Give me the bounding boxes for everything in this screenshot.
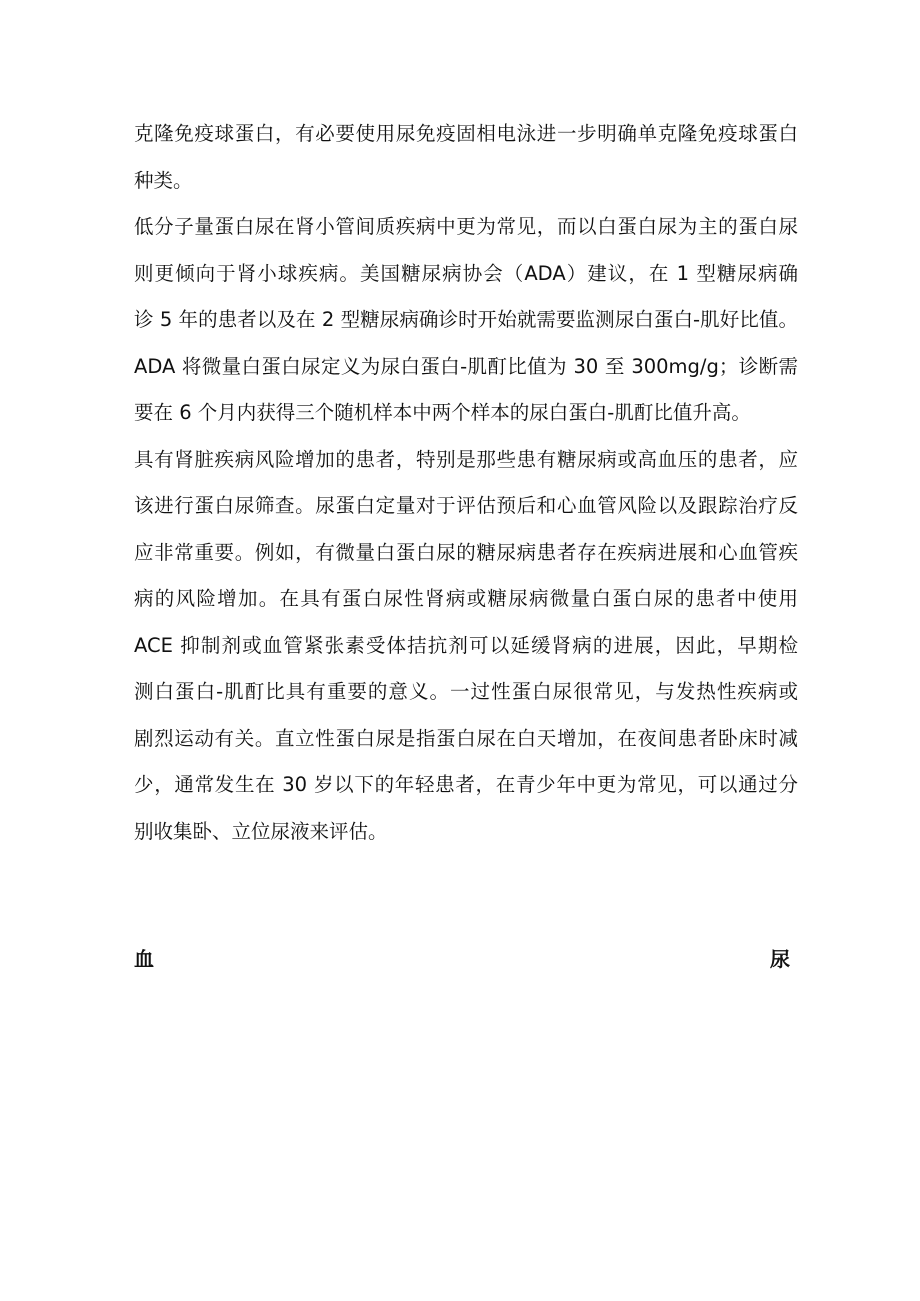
paragraph-line: 低分子量蛋白尿在肾小管间质疾病中更为常见，而以白蛋白尿为主的蛋白尿: [134, 215, 798, 238]
paragraph-line: 少，通常发生在 30 岁以下的年轻患者，在青少年中更为常见，可以通过分: [134, 773, 798, 796]
section-heading-left: 血: [134, 947, 154, 971]
paragraph-line: ACE 抑制剂或血管紧张素受体拮抗剂可以延缓肾病的进展，因此，早期检: [134, 633, 798, 657]
body-text: [134, 111, 798, 855]
paragraph-line: 则更倾向于肾小球疾病。美国糖尿病协会（ADA）建议，在 1 型糖尿病确: [134, 261, 798, 285]
paragraph-line: 病的风险增加。在具有蛋白尿性肾病或糖尿病微量白蛋白尿的患者中使用: [134, 587, 798, 610]
paragraph-line: 别收集卧、立位尿液来评估。: [134, 819, 388, 843]
paragraph-line: 诊 5 年的患者以及在 2 型糖尿病确诊时开始就需要监测尿白蛋白-肌好比值。: [134, 308, 798, 331]
paragraph-line: 具有肾脏疾病风险增加的患者，特别是那些患有糖尿病或高血压的患者，应: [134, 447, 798, 471]
paragraph-line: ADA 将微量白蛋白尿定义为尿白蛋白-肌酊比值为 30 至 300mg/g；诊断需: [134, 354, 798, 378]
paragraph-line: 克隆免疫球蛋白，有必要使用尿免疫固相电泳进一步明确单克隆免疫球蛋白: [134, 122, 798, 145]
paragraph-line: 测白蛋白-肌酊比具有重要的意义。一过性蛋白尿很常见，与发热性疾病或: [134, 680, 798, 703]
paragraph-line: 要在 6 个月内获得三个随机样本中两个样本的尿白蛋白-肌酊比值升高。: [134, 401, 751, 424]
paragraph-line: 剧烈运动有关。直立性蛋白尿是指蛋白尿在白天增加，在夜间患者卧床时减: [134, 726, 798, 750]
section-heading: [134, 936, 790, 982]
paragraph-line: 种类。: [134, 168, 193, 192]
paragraph-line: 应非常重要。例如，有微量白蛋白尿的糖尿病患者存在疾病进展和心血管疾: [134, 540, 798, 564]
paragraph-line: 该进行蛋白尿筛查。尿蛋白定量对于评估预后和心血管风险以及跟踪治疗反: [134, 494, 798, 517]
section-heading-right: 尿: [770, 947, 790, 971]
